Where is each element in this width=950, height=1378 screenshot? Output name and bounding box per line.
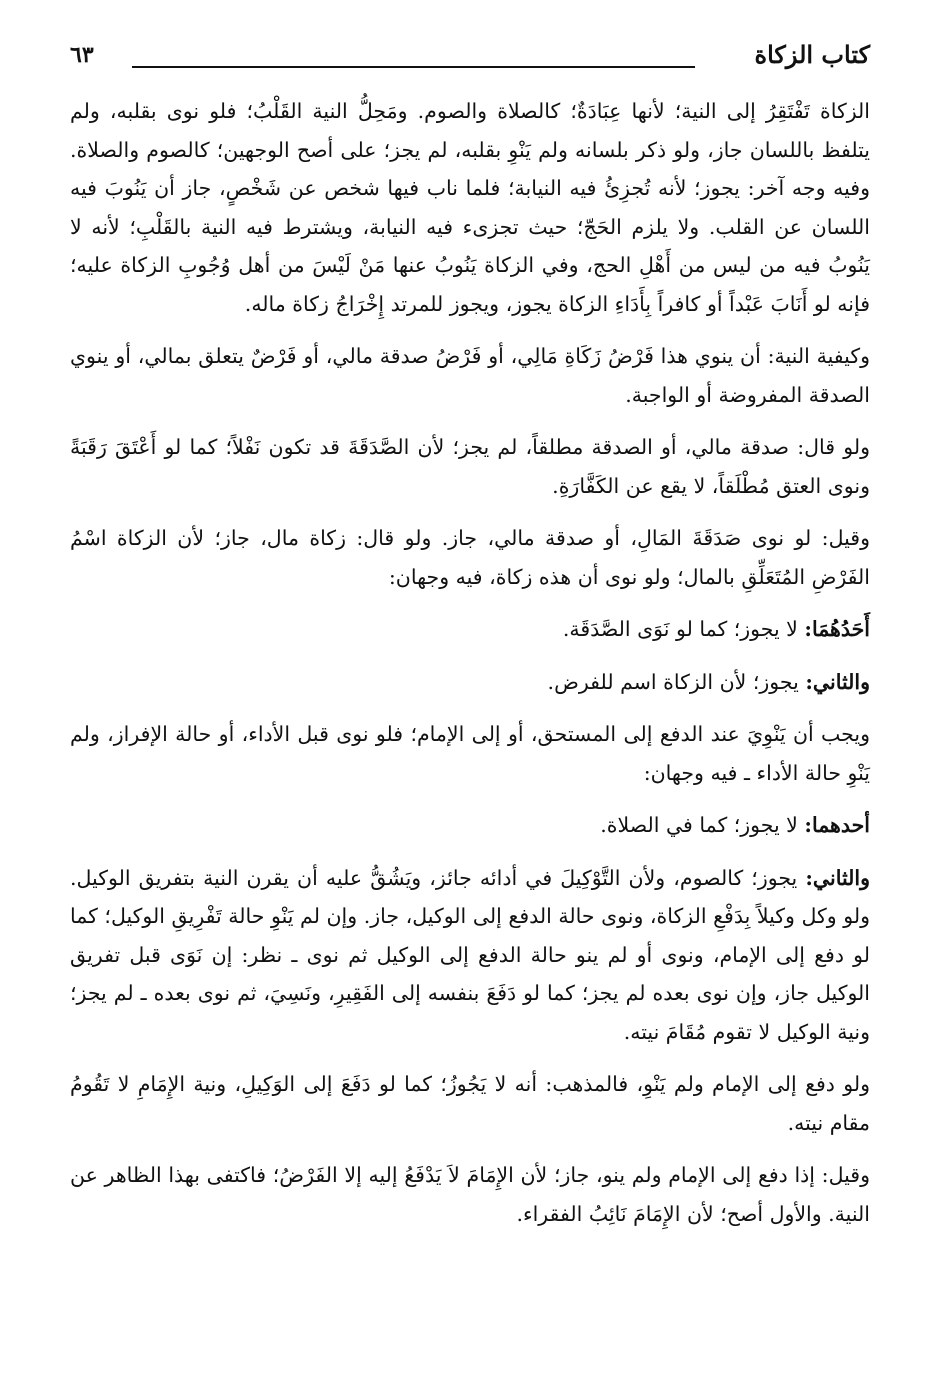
paragraph-text: الزكاة تَفْتَقِرُ إلى النية؛ لأنها عِبَادَةٌ؛ كالصلاة والصوم. ومَحِلُّ النية القَلْبُ؛ فلو نوى بقلبه، ولم يتلفظ باللسان جاز، ولو ذكر بلسانه ولم يَنْوِ بقلبه، لم يجز؛ على أصح الوجهين؛ كالصوم والصلاة. وفيه وجه آخر: يجوز؛ لأنه تُجزِئُ فيه النيابة؛ فلما ناب فيها شخص عن شَخْصٍ، جاز أن يَنُوبَ فيه اللسان عن القلب. ولا يلزم الحَجّ؛ حيث تجزىء فيه النيابة، ويشترط فيه النية بالقَلْبِ؛ لأنه لا يَنُوبُ فيه من ليس من أَهْلِ الحج، وفي الزكاة يَنُوبُ عنها مَنْ لَيْسَ من أهل وُجُوبِ الزكاة عليه؛ فإنه لو أَنَابَ عَبْداً أو كافراً بِأَدَاءِ الزكاة يجوز، ويجوز للمرتد إِخْرَاجُ زكاة ماله.	[70, 99, 870, 316]
paragraph-lead: أحدهما:	[804, 813, 870, 837]
paragraph-text: ويجب أن يَنْوِيَ عند الدفع إلى المستحق، أو إلى الإمام؛ فلو نوى قبل الأداء، أو حالة الإفراز، ولم يَنْوِ حالة الأداء ـ فيه وجهان:	[70, 722, 871, 785]
paragraph-text: يجوز؛ كالصوم، ولأن التَّوْكِيلَ في أدائه جائز، ويَشُقُّ عليه أن يقرن النية بتفريق الوكيل. ولو وكل وكيلاً بِدَفْعِ الزكاة، ونوى حالة الدفع إلى الوكيل، جاز. وإن لم يَنْوِ حالة تَفْرِيقِ الوكيل؛ كما لو دفع إلى الإمام، ونوى أو لم ينو حالة الدفع إلى الوكيل ثم نوى ـ نظر: إن نَوَى قبل تفريق الوكيل جاز، وإن نوى بعده لم يجز؛ كما لو دَفَعَ بنفسه إلى الفَقِيرِ، ونَسِيَ، ثم نوى بعده ـ لم يجز؛ ونية الوكيل لا تقوم مُقَامَ نيته.	[70, 865, 870, 1044]
paragraph-text: لا يجوز؛ كما لو نَوَى الصَّدَقَة.	[562, 617, 805, 641]
paragraph	[70, 610, 870, 649]
paragraph	[70, 337, 870, 414]
paragraph	[70, 806, 870, 845]
paragraph-text: وكيفية النية: أن ينوي هذا فَرْضُ زَكَاةِ مَالِي، أو فَرْضُ صدقة مالي، أو فَرْضٌ يتعلق بمالي، أو ينوي الصدقة المفروضة أو الواجبة.	[70, 344, 870, 407]
paragraph-text: وقيل: إذا دفع إلى الإمام ولم ينو، جاز؛ لأن الإِمَامَ لاَ يَدْفَعُ إليه إلا الفَرْضُ؛ فاكتفى بهذا الظاهر عن النية. والأول أصح؛ لأن الإِمَامَ نَائِبُ الفقراء.	[70, 1163, 870, 1226]
header-rule	[132, 66, 695, 68]
paragraph	[70, 1065, 870, 1142]
paragraph-text: ولو قال: صدقة مالي، أو الصدقة مطلقاً، لم يجز؛ لأن الصَّدَقَةَ قد تكون نَفْلاً؛ كما لو أَعْتَقَ رَقَبَةً ونوى العتق مُطْلَقاً، لا يقع عن الكَفَّارَةِ.	[70, 435, 870, 498]
paragraph	[70, 859, 870, 1052]
page-number: ٦٣	[70, 42, 94, 68]
paragraph	[70, 663, 870, 702]
chapter-title: كتاب الزكاة	[754, 40, 870, 69]
paragraph-lead: أَحَدُهُمَا:	[804, 617, 870, 641]
paragraph-text: يجوز؛ لأن الزكاة اسم للفرض.	[547, 669, 806, 694]
paragraph-lead: والثاني:	[805, 865, 870, 890]
paragraph	[70, 715, 870, 792]
page-body	[70, 92, 870, 1233]
running-header	[70, 40, 870, 92]
paragraph	[70, 428, 870, 505]
paragraph-text: وقيل: لو نوى صَدَقَةَ المَالِ، أو صدقة مالي، جاز. ولو قال: زكاة مال، جاز؛ لأن الزكاة اسْمُ الفَرْضِ المُتَعَلِّقِ بالمال؛ ولو نوى أن هذه زكاة، فيه وجهان:	[70, 526, 870, 589]
paragraph	[70, 519, 870, 596]
paragraph-text: ولو دفع إلى الإمام ولم يَنْوِ، فالمذهب: أنه لا يَجُوزُ؛ كما لو دَفَعَ إلى الوَكِيلِ، ونية الإِمَامِ لا تَقُومُ مقام نيته.	[70, 1072, 870, 1135]
paragraph-lead: والثاني:	[805, 669, 870, 694]
paragraph	[70, 1156, 870, 1233]
paragraph-text: لا يجوز؛ كما في الصلاة.	[600, 813, 805, 837]
paragraph	[70, 92, 870, 323]
